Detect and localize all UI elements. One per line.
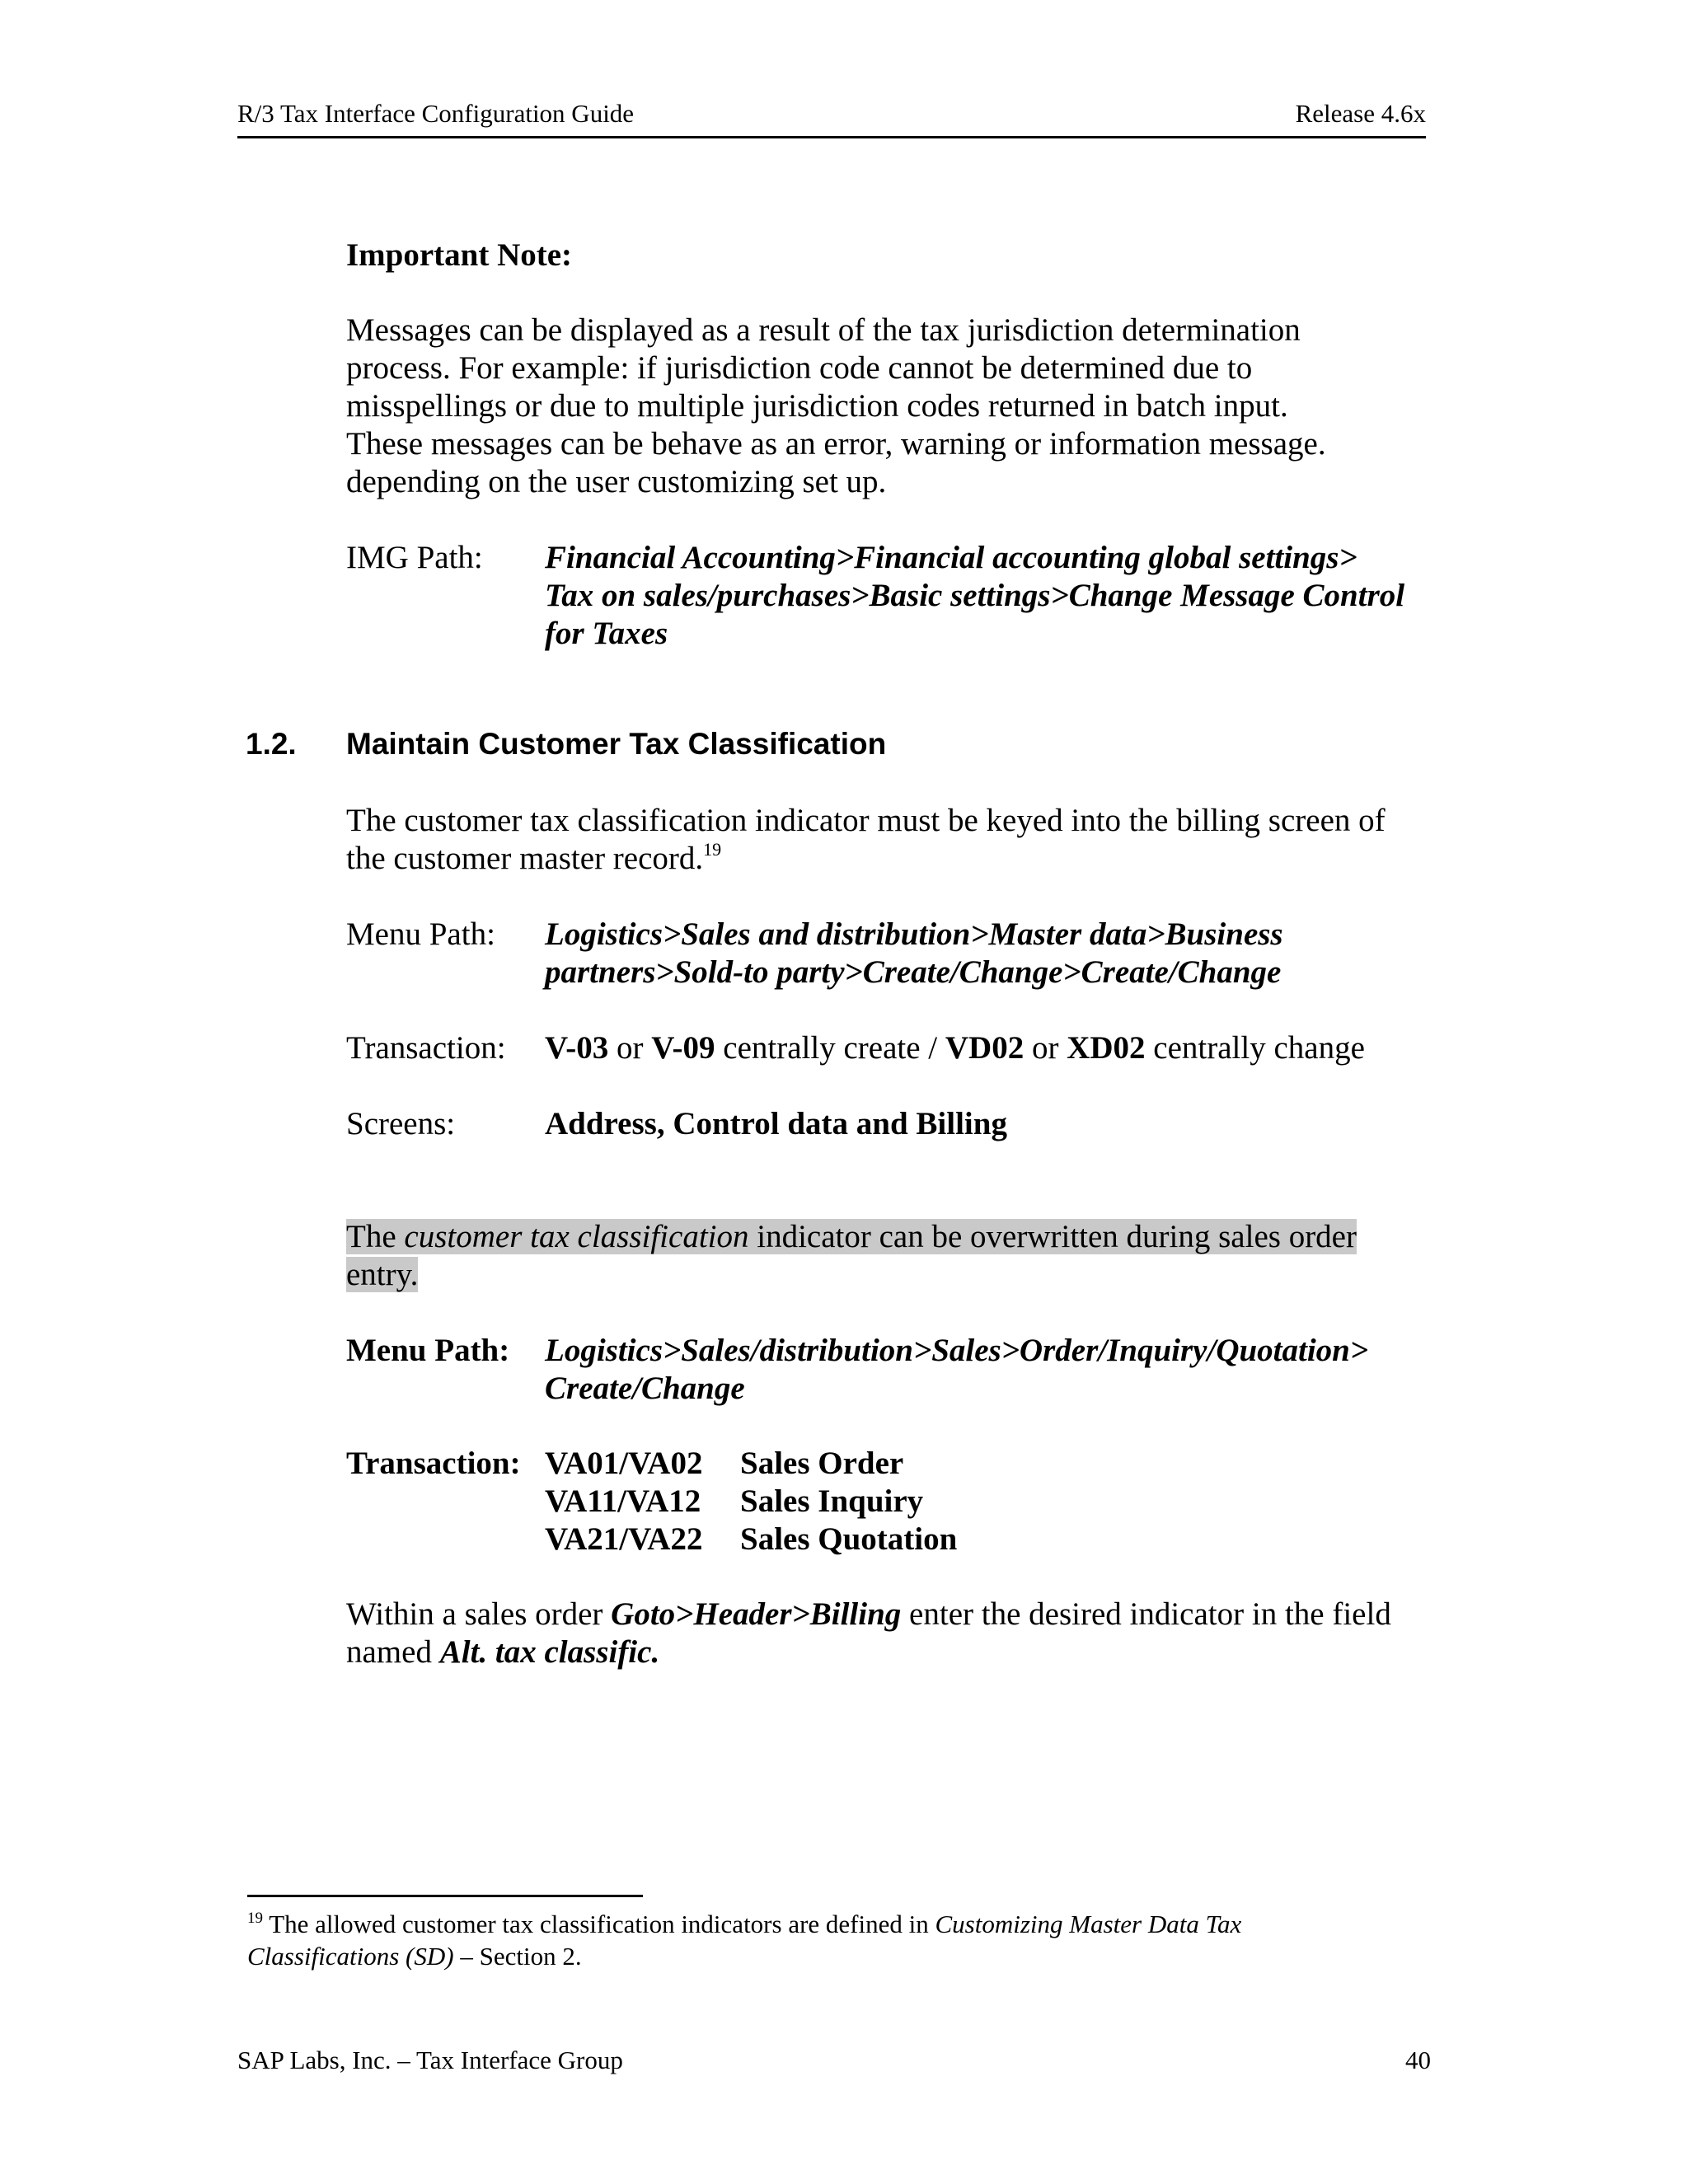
transaction2-list	[0, 1445, 1688, 1560]
img-path-line: for Taxes	[545, 616, 668, 651]
section-title: Maintain Customer Tax Classification	[346, 727, 887, 761]
transaction2-code: VA11/VA12	[545, 1483, 701, 1519]
header-divider	[237, 136, 1426, 138]
transaction2-row	[0, 1521, 1688, 1558]
menu-path2-label: Menu Path:	[346, 1333, 510, 1368]
transaction2-desc: Sales Order	[740, 1446, 904, 1481]
transaction2-desc: Sales Inquiry	[740, 1483, 924, 1519]
footnote-divider	[247, 1895, 643, 1897]
footnote-ref[interactable]: 19	[703, 839, 722, 860]
note-line: misspellings or due to multiple jurisdiction codes returned in batch input.	[346, 388, 1288, 424]
within-paragraph	[346, 1596, 1391, 1671]
screens-value: Address, Control data and Billing	[545, 1106, 1007, 1141]
transaction-code: XD02	[1067, 1030, 1146, 1066]
transaction2-desc: Sales Quotation	[740, 1521, 958, 1557]
note-line: These messages can be behave as an error, warning or information message.	[346, 426, 1326, 462]
intro-line	[346, 840, 1386, 878]
within-pre: Within a sales order	[346, 1596, 612, 1632]
footnote-text: – Section 2.	[453, 1942, 582, 1971]
footnote	[247, 1908, 1434, 1972]
note-paragraph	[346, 312, 1326, 501]
note-heading: Important Note:	[346, 237, 573, 273]
note-line: depending on the user customizing set up.	[346, 464, 887, 499]
note-line: process. For example: if jurisdiction code cannot be determined due to	[346, 350, 1253, 386]
within-field: Alt. tax classific.	[439, 1634, 660, 1670]
overwrite-italic: customer tax classification	[404, 1219, 749, 1254]
transaction-code: V-03	[545, 1030, 609, 1066]
transaction2-row	[0, 1483, 1688, 1521]
footnote-italic: Customizing Master Data Tax	[935, 1910, 1242, 1938]
transaction-value	[545, 1029, 1365, 1067]
menu-path2-line: Logistics>Sales/distribution>Sales>Order/Inquiry/Quotation>	[545, 1333, 1369, 1368]
header-title: R/3 Tax Interface Configuration Guide	[237, 99, 635, 128]
transaction2-label: Transaction:	[346, 1446, 521, 1481]
img-path-value	[545, 539, 1404, 653]
menu-path-label: Menu Path:	[346, 916, 495, 952]
footnote-number: 19	[247, 1910, 263, 1927]
footer-left: SAP Labs, Inc. – Tax Interface Group	[237, 2046, 623, 2074]
transaction-or: or	[1024, 1030, 1067, 1066]
overwrite-post: indicator can be overwritten during sales order	[748, 1219, 1357, 1254]
highlighted-text: entry.	[346, 1257, 419, 1292]
menu-path2-line: Create/Change	[545, 1371, 745, 1406]
within-line2-pre: named	[346, 1634, 440, 1670]
img-path-label: IMG Path:	[346, 540, 483, 575]
within-post: enter the desired indicator in the field	[901, 1596, 1391, 1632]
intro-line: The customer tax classification indicator must be keyed into the billing screen of	[346, 803, 1386, 838]
highlighted-text	[346, 1219, 1357, 1254]
transaction-code: V-09	[651, 1030, 715, 1066]
intro-paragraph	[346, 802, 1386, 878]
transaction2-code: VA21/VA22	[545, 1521, 703, 1557]
intro-line-text: the customer master record.	[346, 841, 704, 876]
screens-label: Screens:	[346, 1106, 456, 1141]
overwrite-paragraph	[346, 1218, 1357, 1294]
transaction-label: Transaction:	[346, 1030, 506, 1066]
header-release: Release 4.6x	[1295, 99, 1426, 128]
menu-path-line: Logistics>Sales and distribution>Master data>Business	[545, 916, 1283, 952]
menu-path-value	[545, 916, 1283, 991]
transaction-code: VD02	[945, 1030, 1025, 1066]
transaction2-code: VA01/VA02	[545, 1446, 703, 1481]
transaction-or: or	[608, 1030, 652, 1066]
img-path-line: Tax on sales/purchases>Basic settings>Change Message Control	[545, 578, 1405, 613]
section-number: 1.2.	[246, 727, 297, 761]
note-line: Messages can be displayed as a result of the tax jurisdiction determination	[346, 312, 1301, 348]
img-path-line: Financial Accounting>Financial accounting global settings>	[545, 540, 1357, 575]
within-path: Goto>Header>Billing	[611, 1596, 902, 1632]
transaction-text: centrally change	[1145, 1030, 1365, 1066]
page-number: 40	[1405, 2046, 1431, 2074]
menu-path2-value	[545, 1332, 1368, 1408]
footnote-text: The allowed customer tax classification indicators are defined in	[263, 1910, 935, 1938]
overwrite-pre: The	[346, 1219, 405, 1254]
transaction2-row	[0, 1445, 1688, 1483]
transaction-text: centrally create /	[715, 1030, 945, 1066]
menu-path-line: partners>Sold-to party>Create/Change>Create/Change	[545, 954, 1282, 990]
footnote-italic: Classifications (SD)	[247, 1942, 454, 1971]
